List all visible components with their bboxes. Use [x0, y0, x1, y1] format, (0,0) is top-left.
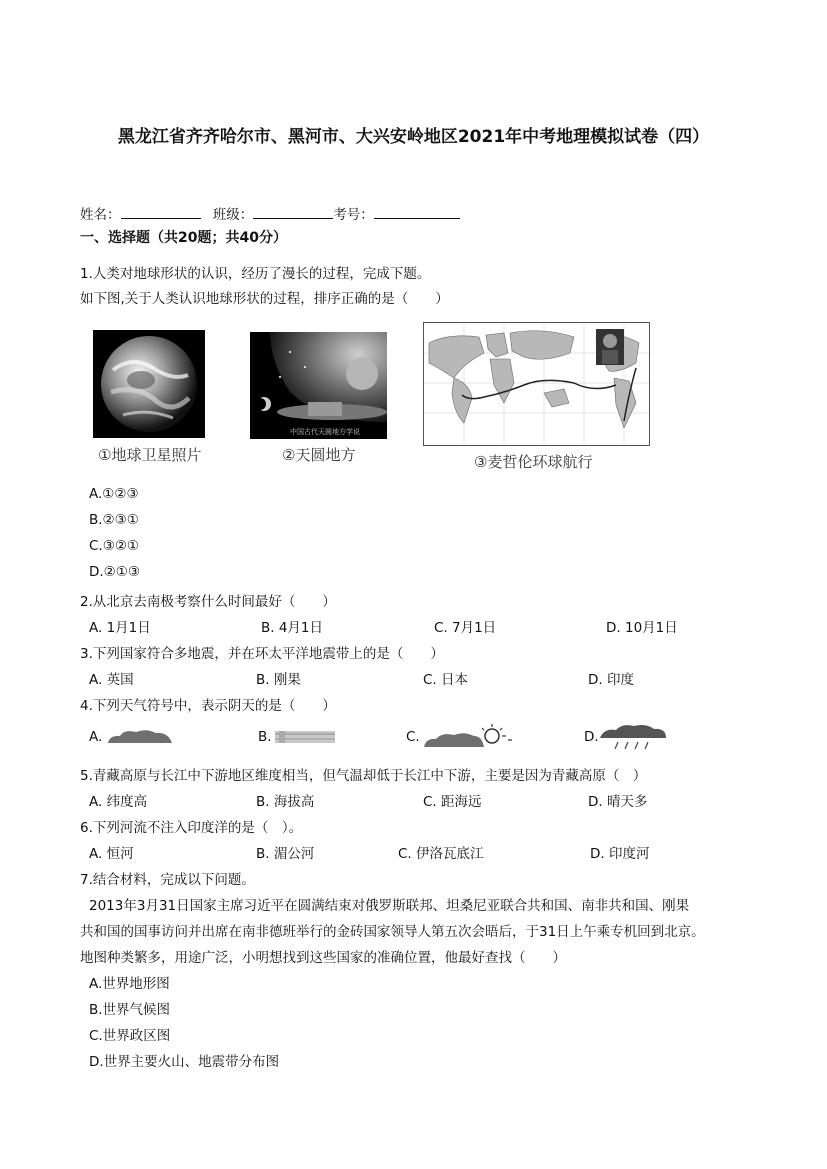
question-7-material-line-1: 2013年3月31日国家主席习近平在圆满结束对俄罗斯联邦、坦桑尼亚联合共和国、南非共和国、刚果: [89, 898, 690, 914]
sky-earth-illustration: [250, 332, 387, 439]
q5-option-d[interactable]: D. 晴天多: [588, 794, 648, 810]
q5-option-b[interactable]: B. 海拔高: [256, 794, 315, 810]
q1-option-b[interactable]: B.②③①: [89, 512, 139, 528]
caption-1: ①地球卫星照片: [98, 446, 202, 464]
caption-3: ③麦哲伦环球航行: [474, 453, 593, 471]
question-7-material-line-2: 共和国的国事访问并出席在南非德班举行的金砖国家领导人第五次会晤后，于31日上午乘专机回到北京。: [80, 924, 705, 940]
question-1-sub: 如下图,关于人类认识地球形状的过程，排序正确的是（ ）: [80, 291, 449, 307]
question-7-material-line-3: 地图种类繁多，用途广泛，小明想找到这些国家的准确位置，他最好查找（ ）: [80, 950, 566, 966]
q6-option-c[interactable]: C. 伊洛瓦底江: [398, 846, 484, 862]
q5-option-a[interactable]: A. 纬度高: [89, 794, 148, 810]
number-blank[interactable]: [374, 204, 460, 219]
name-blank[interactable]: [121, 204, 201, 219]
class-blank[interactable]: [253, 204, 333, 219]
q2-option-d[interactable]: D. 10月1日: [606, 620, 678, 636]
rain-cloud-icon: [598, 722, 668, 756]
q4-option-c[interactable]: C.: [406, 729, 420, 745]
q1-option-d[interactable]: D.②①③: [89, 564, 140, 580]
q1-option-c[interactable]: C.③②①: [89, 538, 140, 554]
question-6-stem: 6.下列河流不注入印度洋的是（ ）。: [80, 820, 303, 836]
question-3-stem: 3.下列国家符合多地震，并在环太平洋地震带上的是（ ）: [80, 646, 444, 662]
section-heading: 一、选择题（共20题；共40分）: [80, 230, 287, 246]
q7-option-c[interactable]: C.世界政区图: [89, 1028, 171, 1044]
q2-option-b[interactable]: B. 4月1日: [261, 620, 324, 636]
earth-satellite-photo: [93, 330, 205, 438]
q6-option-a[interactable]: A. 恒河: [89, 846, 134, 862]
q4-option-b[interactable]: B.: [258, 729, 272, 745]
page-title: 黑龙江省齐齐哈尔市、黑河市、大兴安岭地区2021年中考地理模拟试卷（四）: [117, 127, 710, 147]
q3-option-a[interactable]: A. 英国: [89, 672, 134, 688]
q4-option-a[interactable]: A.: [89, 729, 103, 745]
q7-option-b[interactable]: B.世界气候图: [89, 1002, 171, 1018]
cloud-icon: [106, 727, 174, 749]
question-2-stem: 2.从北京去南极考察什么时间最好（ ）: [80, 594, 336, 610]
q7-option-d[interactable]: D.世界主要火山、地震带分布图: [89, 1054, 280, 1070]
magellan-voyage-map: [423, 322, 650, 446]
q6-option-d[interactable]: D. 印度河: [590, 846, 650, 862]
name-label: 姓名：: [80, 207, 121, 223]
q5-option-c[interactable]: C. 距海远: [423, 794, 482, 810]
student-info: [80, 203, 460, 223]
q6-option-b[interactable]: B. 湄公河: [256, 846, 315, 862]
svg-text:中国古代天圆地方学说: 中国古代天圆地方学说: [290, 428, 360, 436]
caption-2: ②天圆地方: [282, 446, 356, 464]
number-label: 考号：: [333, 207, 374, 223]
q1-option-a[interactable]: A.①②③: [89, 486, 139, 502]
cloud-sun-icon: [422, 722, 514, 752]
q4-option-d[interactable]: D.: [584, 729, 599, 745]
class-label: 班级：: [212, 207, 254, 223]
q3-option-c[interactable]: C. 日本: [423, 672, 469, 688]
question-1-stem: 1.人类对地球形状的认识，经历了漫长的过程，完成下题。: [80, 266, 431, 282]
fog-icon: [275, 729, 335, 749]
q2-option-a[interactable]: A. 1月1日: [89, 620, 151, 636]
q2-option-c[interactable]: C. 7月1日: [434, 620, 497, 636]
question-7-stem: 7.结合材料，完成以下问题。: [80, 872, 255, 888]
q3-option-d[interactable]: D. 印度: [588, 672, 634, 688]
question-4-stem: 4.下列天气符号中，表示阴天的是（ ）: [80, 698, 336, 714]
q7-option-a[interactable]: A.世界地形图: [89, 976, 170, 992]
q3-option-b[interactable]: B. 刚果: [256, 672, 301, 688]
question-5-stem: 5.青藏高原与长江中下游地区维度相当，但气温却低于长江中下游，主要是因为青藏高原（ ）: [80, 768, 647, 784]
